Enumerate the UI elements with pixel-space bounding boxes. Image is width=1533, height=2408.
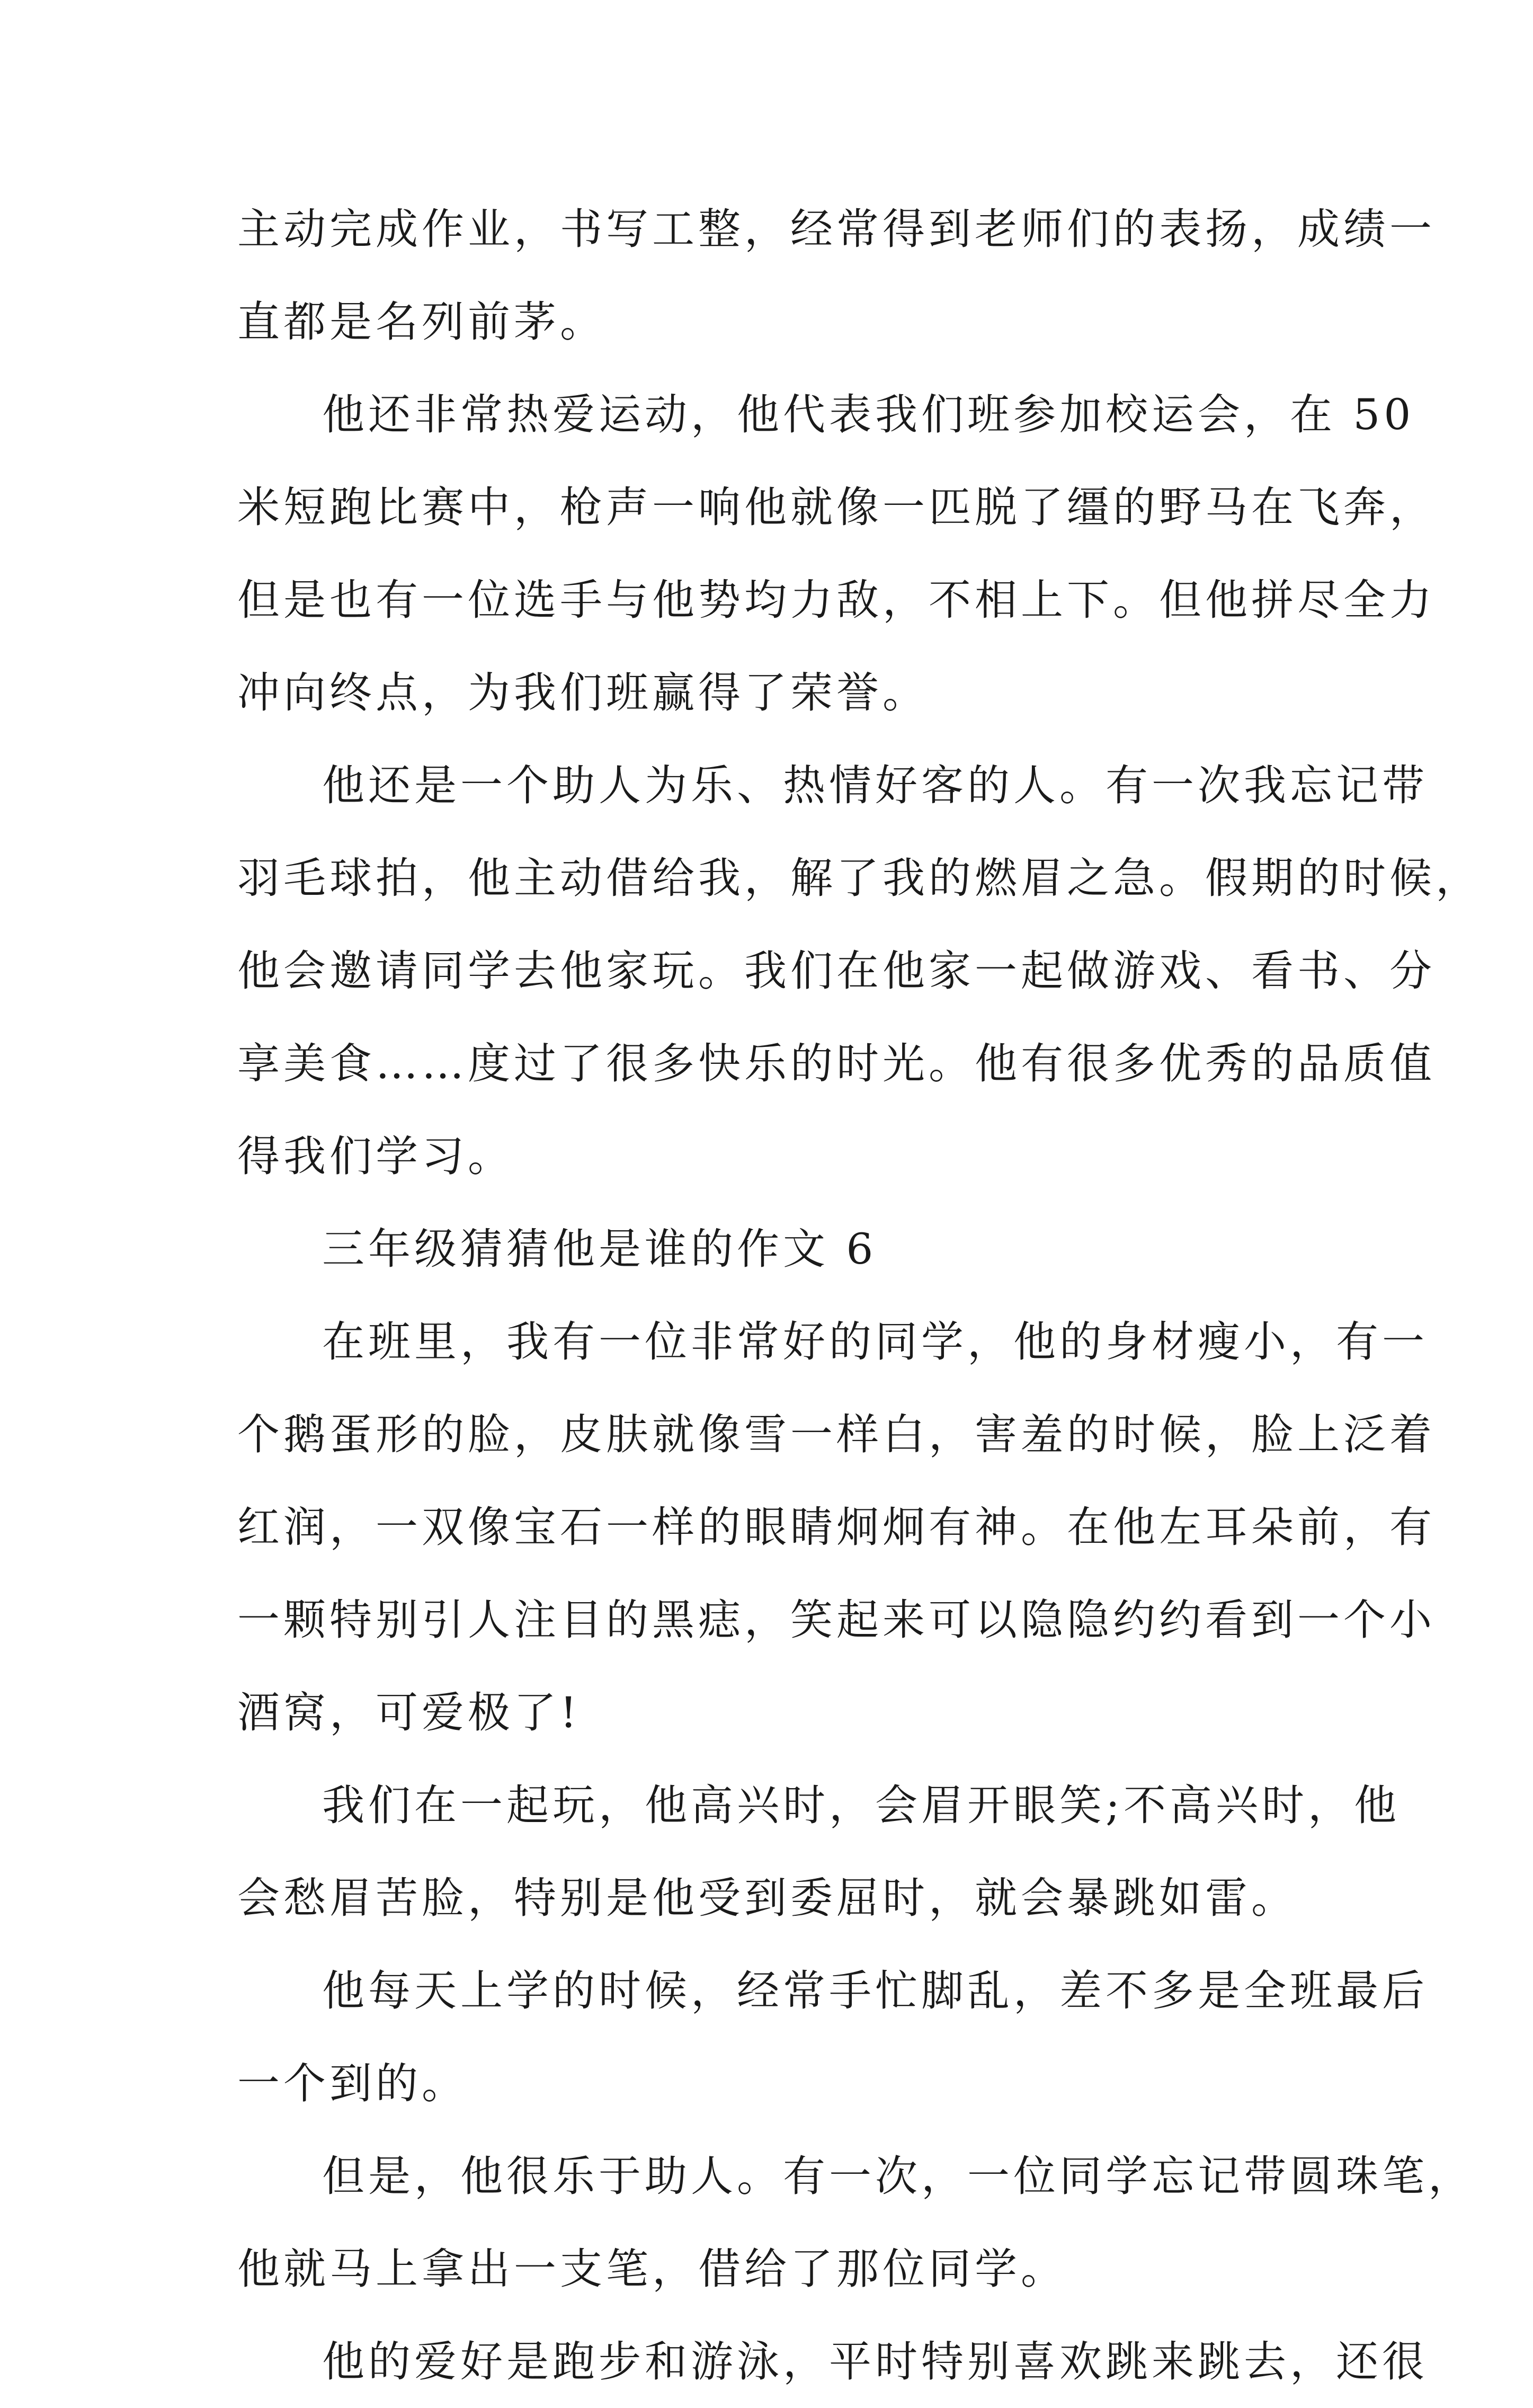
paragraph-start-line: 但是，他很乐于助人。有一次，一位同学忘记带圆珠笔， [322, 2152, 1474, 2201]
paragraph-start-line: 他每天上学的时候，经常手忙脚乱，差不多是全班最后 [322, 1966, 1428, 2015]
text-line: 他会邀请同学去他家玩。我们在他家一起做游戏、看书、分 [237, 946, 1436, 996]
text-line: 但是也有一位选手与他势均力敌，不相上下。但他拼尽全力 [237, 575, 1436, 625]
section-heading: 三年级猜猜他是谁的作文 6 [322, 1224, 877, 1274]
paragraph-start-line: 在班里，我有一位非常好的同学，他的身材瘦小，有一 [322, 1317, 1428, 1366]
paragraph-start-line: 他的爱好是跑步和游泳，平时特别喜欢跳来跳去，还很 [322, 2337, 1428, 2386]
text-line: 主动完成作业，书写工整，经常得到老师们的表扬，成绩一 [237, 205, 1436, 254]
text-line: 会愁眉苦脸，特别是他受到委屈时，就会暴跳如雷。 [237, 1873, 1297, 1923]
text-line: 米短跑比赛中，枪声一响他就像一匹脱了缰的野马在飞奔， [237, 483, 1436, 532]
document-page [237, 183, 1482, 2408]
paragraph-start-line: 我们在一起玩，他高兴时，会眉开眼笑;不高兴时，他 [322, 1781, 1400, 1830]
text-line: 冲向终点，为我们班赢得了荣誉。 [237, 668, 929, 717]
paragraph-start-line: 他还非常热爱运动，他代表我们班参加校运会，在 50 [322, 390, 1415, 439]
text-line: 得我们学习。 [237, 1132, 514, 1181]
paragraph-start-line: 他还是一个助人为乐、热情好客的人。有一次我忘记带 [322, 761, 1428, 810]
text-line: 酒窝，可爱极了! [237, 1688, 581, 1737]
text-line: 一颗特别引人注目的黑痣，笑起来可以隐隐约约看到一个小 [237, 1595, 1436, 1645]
text-line: 他就马上拿出一支笔，借给了那位同学。 [237, 2244, 1067, 2294]
text-line: 个鹅蛋形的脸，皮肤就像雪一样白，害羞的时候，脸上泛着 [237, 1410, 1436, 1459]
text-line: 红润，一双像宝石一样的眼睛炯炯有神。在他左耳朵前，有 [237, 1503, 1436, 1552]
text-line: 羽毛球拍，他主动借给我，解了我的燃眉之急。假期的时候， [237, 854, 1482, 903]
text-line: 直都是名列前茅。 [237, 297, 606, 346]
text-line: 享美食……度过了很多快乐的时光。他有很多优秀的品质值 [237, 1039, 1436, 1088]
text-line: 一个到的。 [237, 2059, 468, 2108]
